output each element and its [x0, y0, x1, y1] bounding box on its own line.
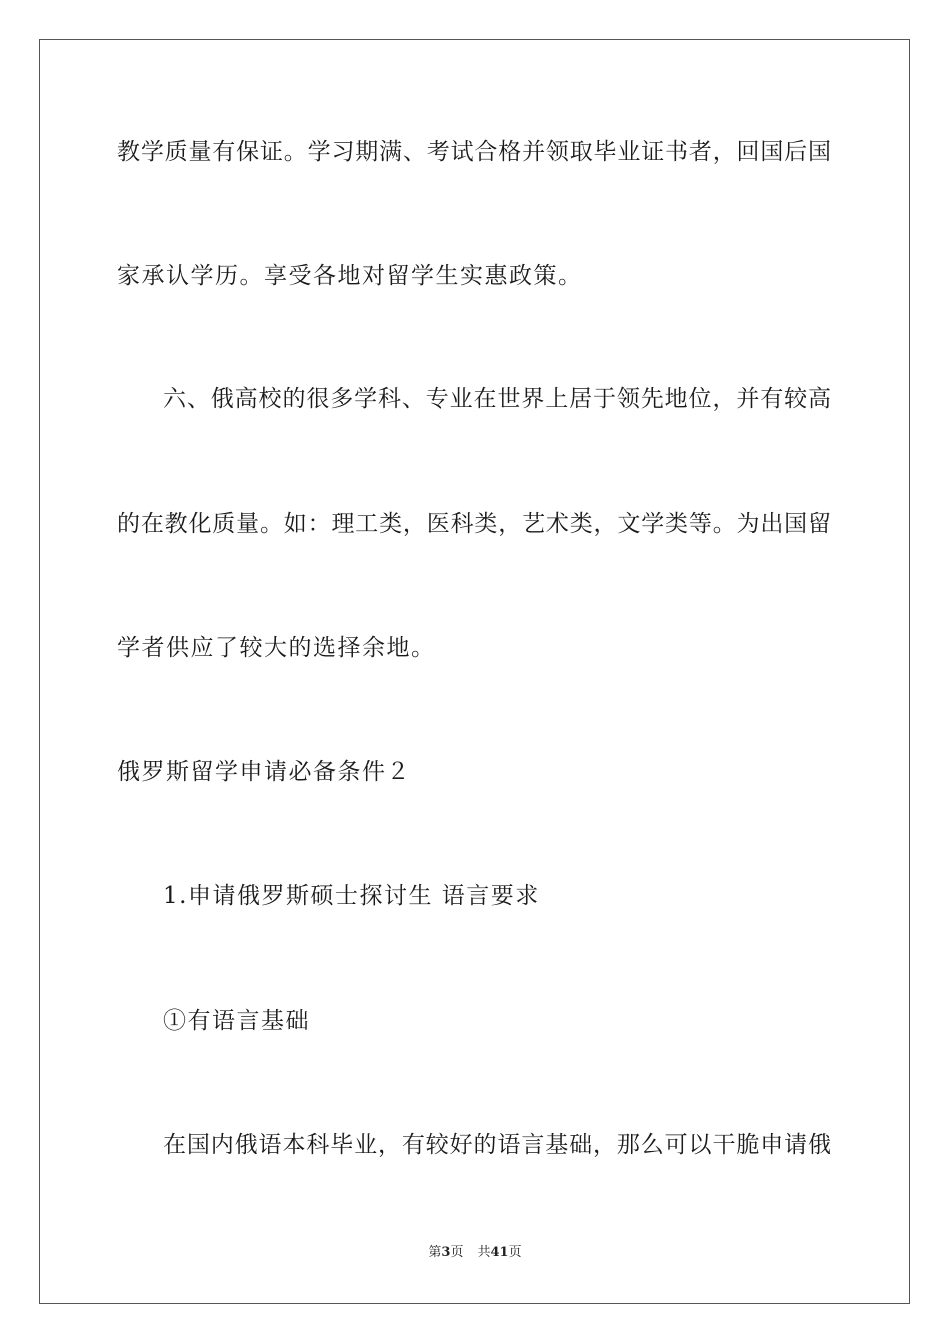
paragraph-line-2: 家承认学历。享受各地对留学生实惠政策。: [117, 263, 583, 289]
subheading-language-basis: ①有语言基础: [163, 1008, 310, 1034]
page-border: [39, 39, 910, 1304]
footer-total-pages: 41: [490, 1245, 509, 1260]
paragraph-line-9: 在国内俄语本科毕业，有较好的语言基础，那么可以干脆申请俄: [163, 1132, 831, 1158]
footer-total-prefix: 共: [477, 1245, 491, 1260]
paragraph-line-3: 六、俄高校的很多学科、专业在世界上居于领先地位，并有较高: [163, 386, 831, 412]
paragraph-line-4: 的在教化质量。如：理工类，医科类，艺术类，文学类等。为出国留: [117, 511, 831, 537]
section-heading: 俄罗斯留学申请必备条件２: [117, 759, 411, 785]
paragraph-line-1: 教学质量有保证。学习期满、考试合格并领取毕业证书者，回国后国: [117, 139, 831, 165]
footer-page-number: 3: [441, 1245, 451, 1260]
footer-page-suffix: 页: [450, 1245, 464, 1260]
footer-page-prefix: 第: [428, 1245, 442, 1260]
page-footer: [0, 1244, 950, 1262]
footer-total-suffix: 页: [508, 1245, 522, 1260]
subheading-language-requirements: 1.申请俄罗斯硕士探讨生 语言要求: [163, 883, 540, 909]
paragraph-line-5: 学者供应了较大的选择余地。: [117, 635, 436, 661]
